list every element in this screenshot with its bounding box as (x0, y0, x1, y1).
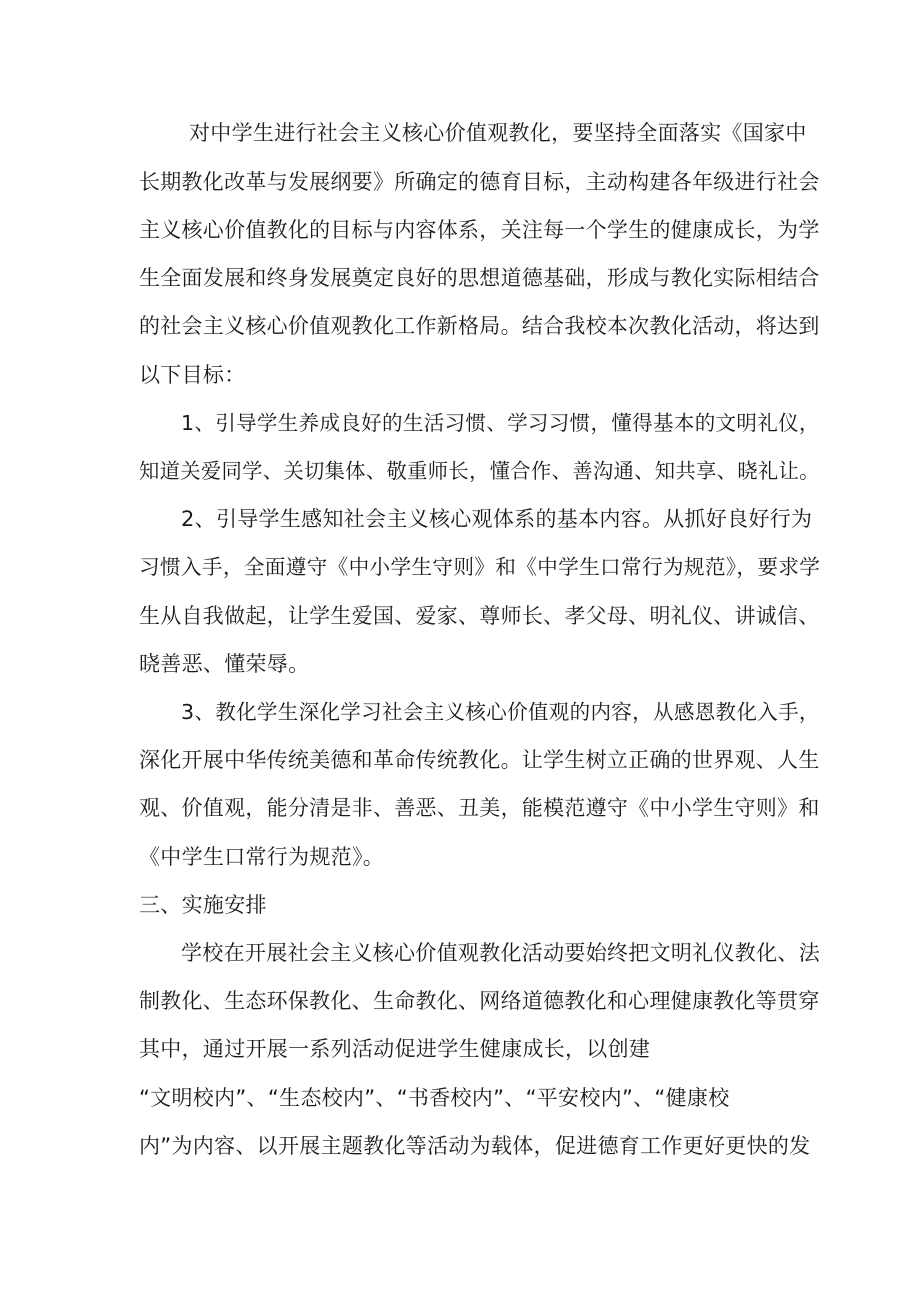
paragraph-line: 内”为内容、以开展主题教化等活动为载体，促进德育工作更好更快的发 (139, 1134, 811, 1158)
paragraph-line: 生从自我做起，让学生爱国、爱家、尊师长、孝父母、明礼仪、讲诚信、 (139, 604, 820, 628)
paragraph-line: 对中学生进行社会主义核心价值观教化，要坚持全面落实《国家中 (189, 121, 807, 145)
paragraph-line: 习惯入手，全面遵守《中小学生守则》和《中学生口常行为规范》，要求学 (139, 555, 821, 579)
paragraph-line: 制教化、生态环保教化、生命教化、网络道德教化和心理健康教化等贯穿 (139, 989, 820, 1013)
paragraph-line: 1、引导学生养成良好的生活习惯、学习习惯，懂得基本的文明礼仪， (181, 411, 820, 435)
paragraph-line: 知道关爱同学、关切集体、敬重师长，懂合作、善沟通、知共享、晓礼让。 (139, 459, 820, 483)
paragraph-line: 其中，通过开展一系列活动促进学生健康成长，以创建 (139, 1037, 651, 1061)
section-heading: 三、实施安排 (139, 893, 267, 917)
paragraph-line: 长期教化改革与发展纲要》所确定的德育目标，主动构建各年级进行社会 (139, 170, 820, 194)
paragraph-line: 生全面发展和终身发展奠定良好的思想道德基础，形成与教化实际相结合 (139, 266, 820, 290)
paragraph-line: 观、价值观，能分清是非、善恶、丑美，能模范遵守《中小学生守则》和 (139, 796, 820, 820)
paragraph-line: 主义核心价值教化的目标与内容体系，关注每一个学生的健康成长，为学 (139, 218, 820, 242)
paragraph-line: 学校在开展社会主义核心价值观教化活动要始终把文明礼仪教化、法 (181, 941, 820, 965)
paragraph-line: “文明校内”、“生态校内”、“书香校内”、“平安校内”、“健康校 (139, 1086, 730, 1110)
paragraph-line: 晓善恶、懂荣辱。 (139, 652, 310, 676)
paragraph-line: 3、教化学生深化学习社会主义核心价值观的内容，从感恩教化入手， (181, 700, 820, 724)
paragraph-line: 2、引导学生感知社会主义核心观体系的基本内容。从抓好良好行为 (181, 507, 813, 531)
paragraph-line: 深化开展中华传统美德和革命传统教化。让学生树立正确的世界观、人生 (139, 748, 820, 772)
paragraph-line: 以下目标： (139, 363, 246, 387)
paragraph-line: 的社会主义核心价值观教化工作新格局。结合我校本次教化活动，将达到 (139, 314, 820, 338)
paragraph-line: 《中学生口常行为规范》。 (139, 845, 385, 869)
